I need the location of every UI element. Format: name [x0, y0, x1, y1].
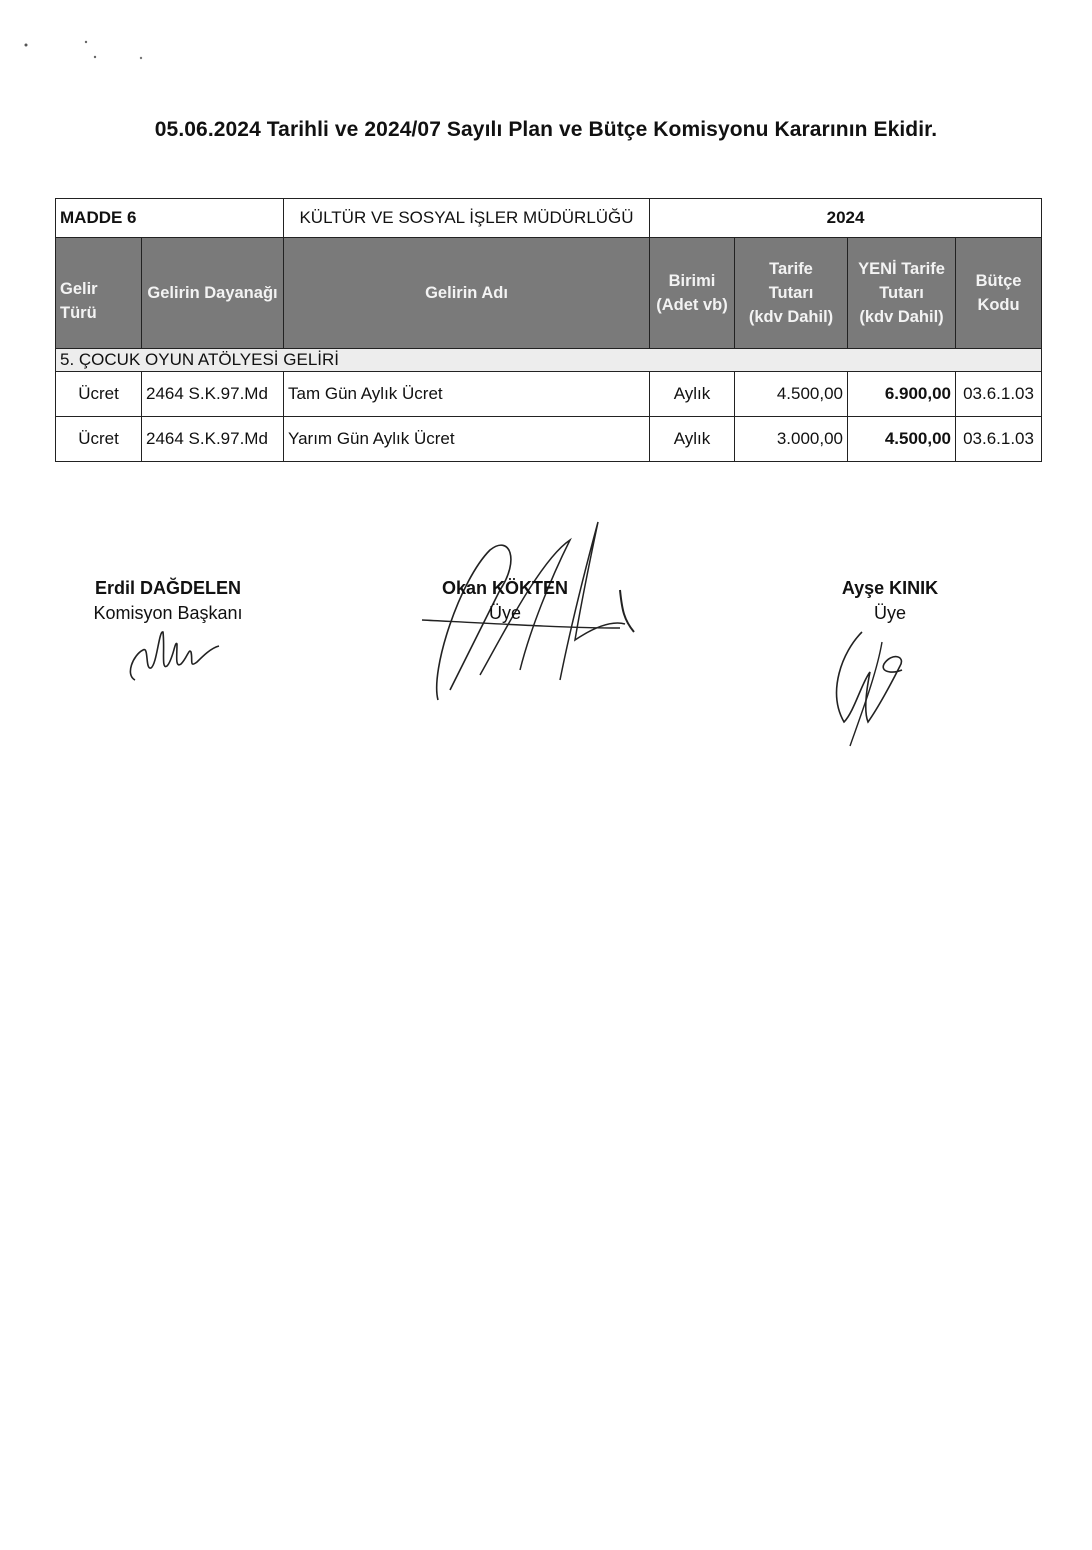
cell-adi: Yarım Gün Aylık Ücret — [284, 417, 650, 462]
page-title: 05.06.2024 Tarihli ve 2024/07 Sayılı Plan ve Bütçe Komisyonu Kararının Ekidir. — [154, 118, 938, 141]
signature-block-member1 — [410, 576, 600, 626]
header-row — [56, 238, 1042, 349]
header-dayanak: Gelirin Dayanağı — [142, 238, 284, 349]
cell-tarife: 4.500,00 — [735, 372, 848, 417]
signer-role: Üye — [873, 603, 906, 623]
cell-turu: Ücret — [56, 417, 142, 462]
madde-cell: MADDE 6 — [56, 199, 284, 238]
header-tarife: Tarife Tutarı (kdv Dahil) — [735, 238, 848, 349]
header-birimi: Birimi (Adet vb) — [650, 238, 735, 349]
signer-role: Üye — [488, 603, 521, 623]
signer-name: Ayşe KINIK — [841, 578, 939, 598]
cell-dayanak: 2464 S.K.97.Md — [142, 372, 284, 417]
cell-butce-kodu: 03.6.1.03 — [956, 417, 1042, 462]
section-title: 5. ÇOCUK OYUN ATÖLYESİ GELİRİ — [56, 349, 1042, 372]
department-cell: KÜLTÜR VE SOSYAL İŞLER MÜDÜRLÜĞÜ — [284, 199, 650, 238]
section-row — [56, 349, 1042, 372]
signature-chair-image — [115, 620, 235, 690]
signer-name: Okan KÖKTEN — [441, 578, 569, 598]
cell-yeni-tarife: 4.500,00 — [848, 417, 956, 462]
table-row — [56, 417, 1042, 462]
cell-birimi: Aylık — [650, 372, 735, 417]
scan-marks — [20, 30, 160, 70]
cell-adi: Tam Gün Aylık Ücret — [284, 372, 650, 417]
madde-row — [56, 199, 1042, 238]
cell-butce-kodu: 03.6.1.03 — [956, 372, 1042, 417]
tariff-table — [55, 198, 1042, 462]
cell-tarife: 3.000,00 — [735, 417, 848, 462]
cell-yeni-tarife: 6.900,00 — [848, 372, 956, 417]
header-gelir-turu: Gelir Türü — [56, 238, 142, 349]
signer-role: Komisyon Başkanı — [93, 603, 243, 623]
header-butce-kodu: Bütçe Kodu — [956, 238, 1042, 349]
table-row — [56, 372, 1042, 417]
header-yeni-tarife: YENİ Tarife Tutarı (kdv Dahil) — [848, 238, 956, 349]
cell-turu: Ücret — [56, 372, 142, 417]
signature-member2-image — [822, 612, 922, 752]
cell-birimi: Aylık — [650, 417, 735, 462]
year-cell: 2024 — [650, 199, 1042, 238]
signature-block-chair — [68, 576, 268, 626]
cell-dayanak: 2464 S.K.97.Md — [142, 417, 284, 462]
header-adi: Gelirin Adı — [284, 238, 650, 349]
signer-name: Erdil DAĞDELEN — [94, 578, 241, 598]
